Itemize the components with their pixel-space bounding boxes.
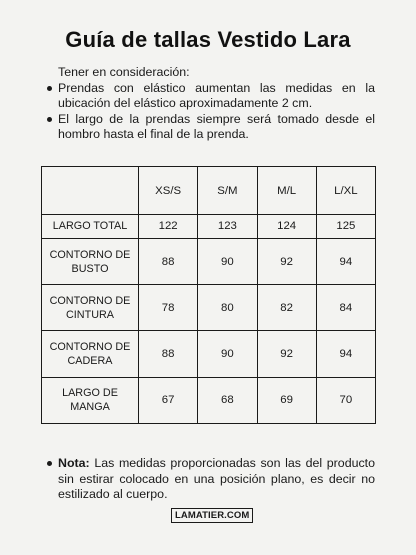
- row-label: CONTORNO DE CADERA: [42, 331, 139, 377]
- table-cell: 88: [139, 238, 198, 284]
- table-cell: 80: [198, 285, 257, 331]
- table-cell: 90: [198, 238, 257, 284]
- table-header-s-m: S/M: [198, 167, 257, 215]
- note-text: Las medidas proporcionadas son las del producto sin estirar colocado en una posición plano, es decir no estilizado al cuerpo.: [58, 456, 375, 501]
- table-cell: 90: [198, 331, 257, 377]
- intro-bullet-list: [47, 81, 375, 143]
- brand-logo: LAMATIER.COM: [171, 508, 253, 523]
- table-row: [42, 238, 376, 284]
- row-label: LARGO TOTAL: [42, 215, 139, 239]
- table-cell: 94: [316, 238, 375, 284]
- intro-bullet-length: El largo de la prendas siempre será tomado desde el hombro hasta el final de la prenda.: [47, 112, 375, 143]
- table-row: [42, 377, 376, 423]
- table-cell: 92: [257, 331, 316, 377]
- intro-section: [47, 65, 375, 143]
- table-row: [42, 285, 376, 331]
- size-table: [41, 166, 376, 424]
- intro-bullet-elastic: Prendas con elástico aumentan las medidas en la ubicación del elástico aproximadamente 2 cm.: [47, 81, 375, 112]
- intro-lead: Tener en consideración:: [58, 65, 190, 79]
- table-cell: 122: [139, 215, 198, 239]
- table-cell: 68: [198, 377, 257, 423]
- table-header-m-l: M/L: [257, 167, 316, 215]
- table-header-row: [42, 167, 376, 215]
- row-label: CONTORNO DE CINTURA: [42, 285, 139, 331]
- table-cell: 125: [316, 215, 375, 239]
- page-title: Guía de tallas Vestido Lara: [65, 27, 351, 52]
- table-cell: 123: [198, 215, 257, 239]
- table-cell: 94: [316, 331, 375, 377]
- table-row: [42, 215, 376, 239]
- table-cell: 88: [139, 331, 198, 377]
- table-cell: 67: [139, 377, 198, 423]
- row-label: CONTORNO DE BUSTO: [42, 238, 139, 284]
- table-cell: 78: [139, 285, 198, 331]
- table-row: [42, 331, 376, 377]
- note-section: [47, 456, 375, 503]
- note-label: Nota:: [58, 456, 90, 470]
- table-cell: 124: [257, 215, 316, 239]
- table-cell: 84: [316, 285, 375, 331]
- row-label: LARGO DE MANGA: [42, 377, 139, 423]
- table-cell: 82: [257, 285, 316, 331]
- table-header-empty: [42, 167, 139, 215]
- table-header-xs-s: XS/S: [139, 167, 198, 215]
- table-cell: 92: [257, 238, 316, 284]
- note-bullet: [47, 456, 375, 503]
- note-bullet-list: [47, 456, 375, 503]
- table-cell: 69: [257, 377, 316, 423]
- table-header-l-xl: L/XL: [316, 167, 375, 215]
- table-cell: 70: [316, 377, 375, 423]
